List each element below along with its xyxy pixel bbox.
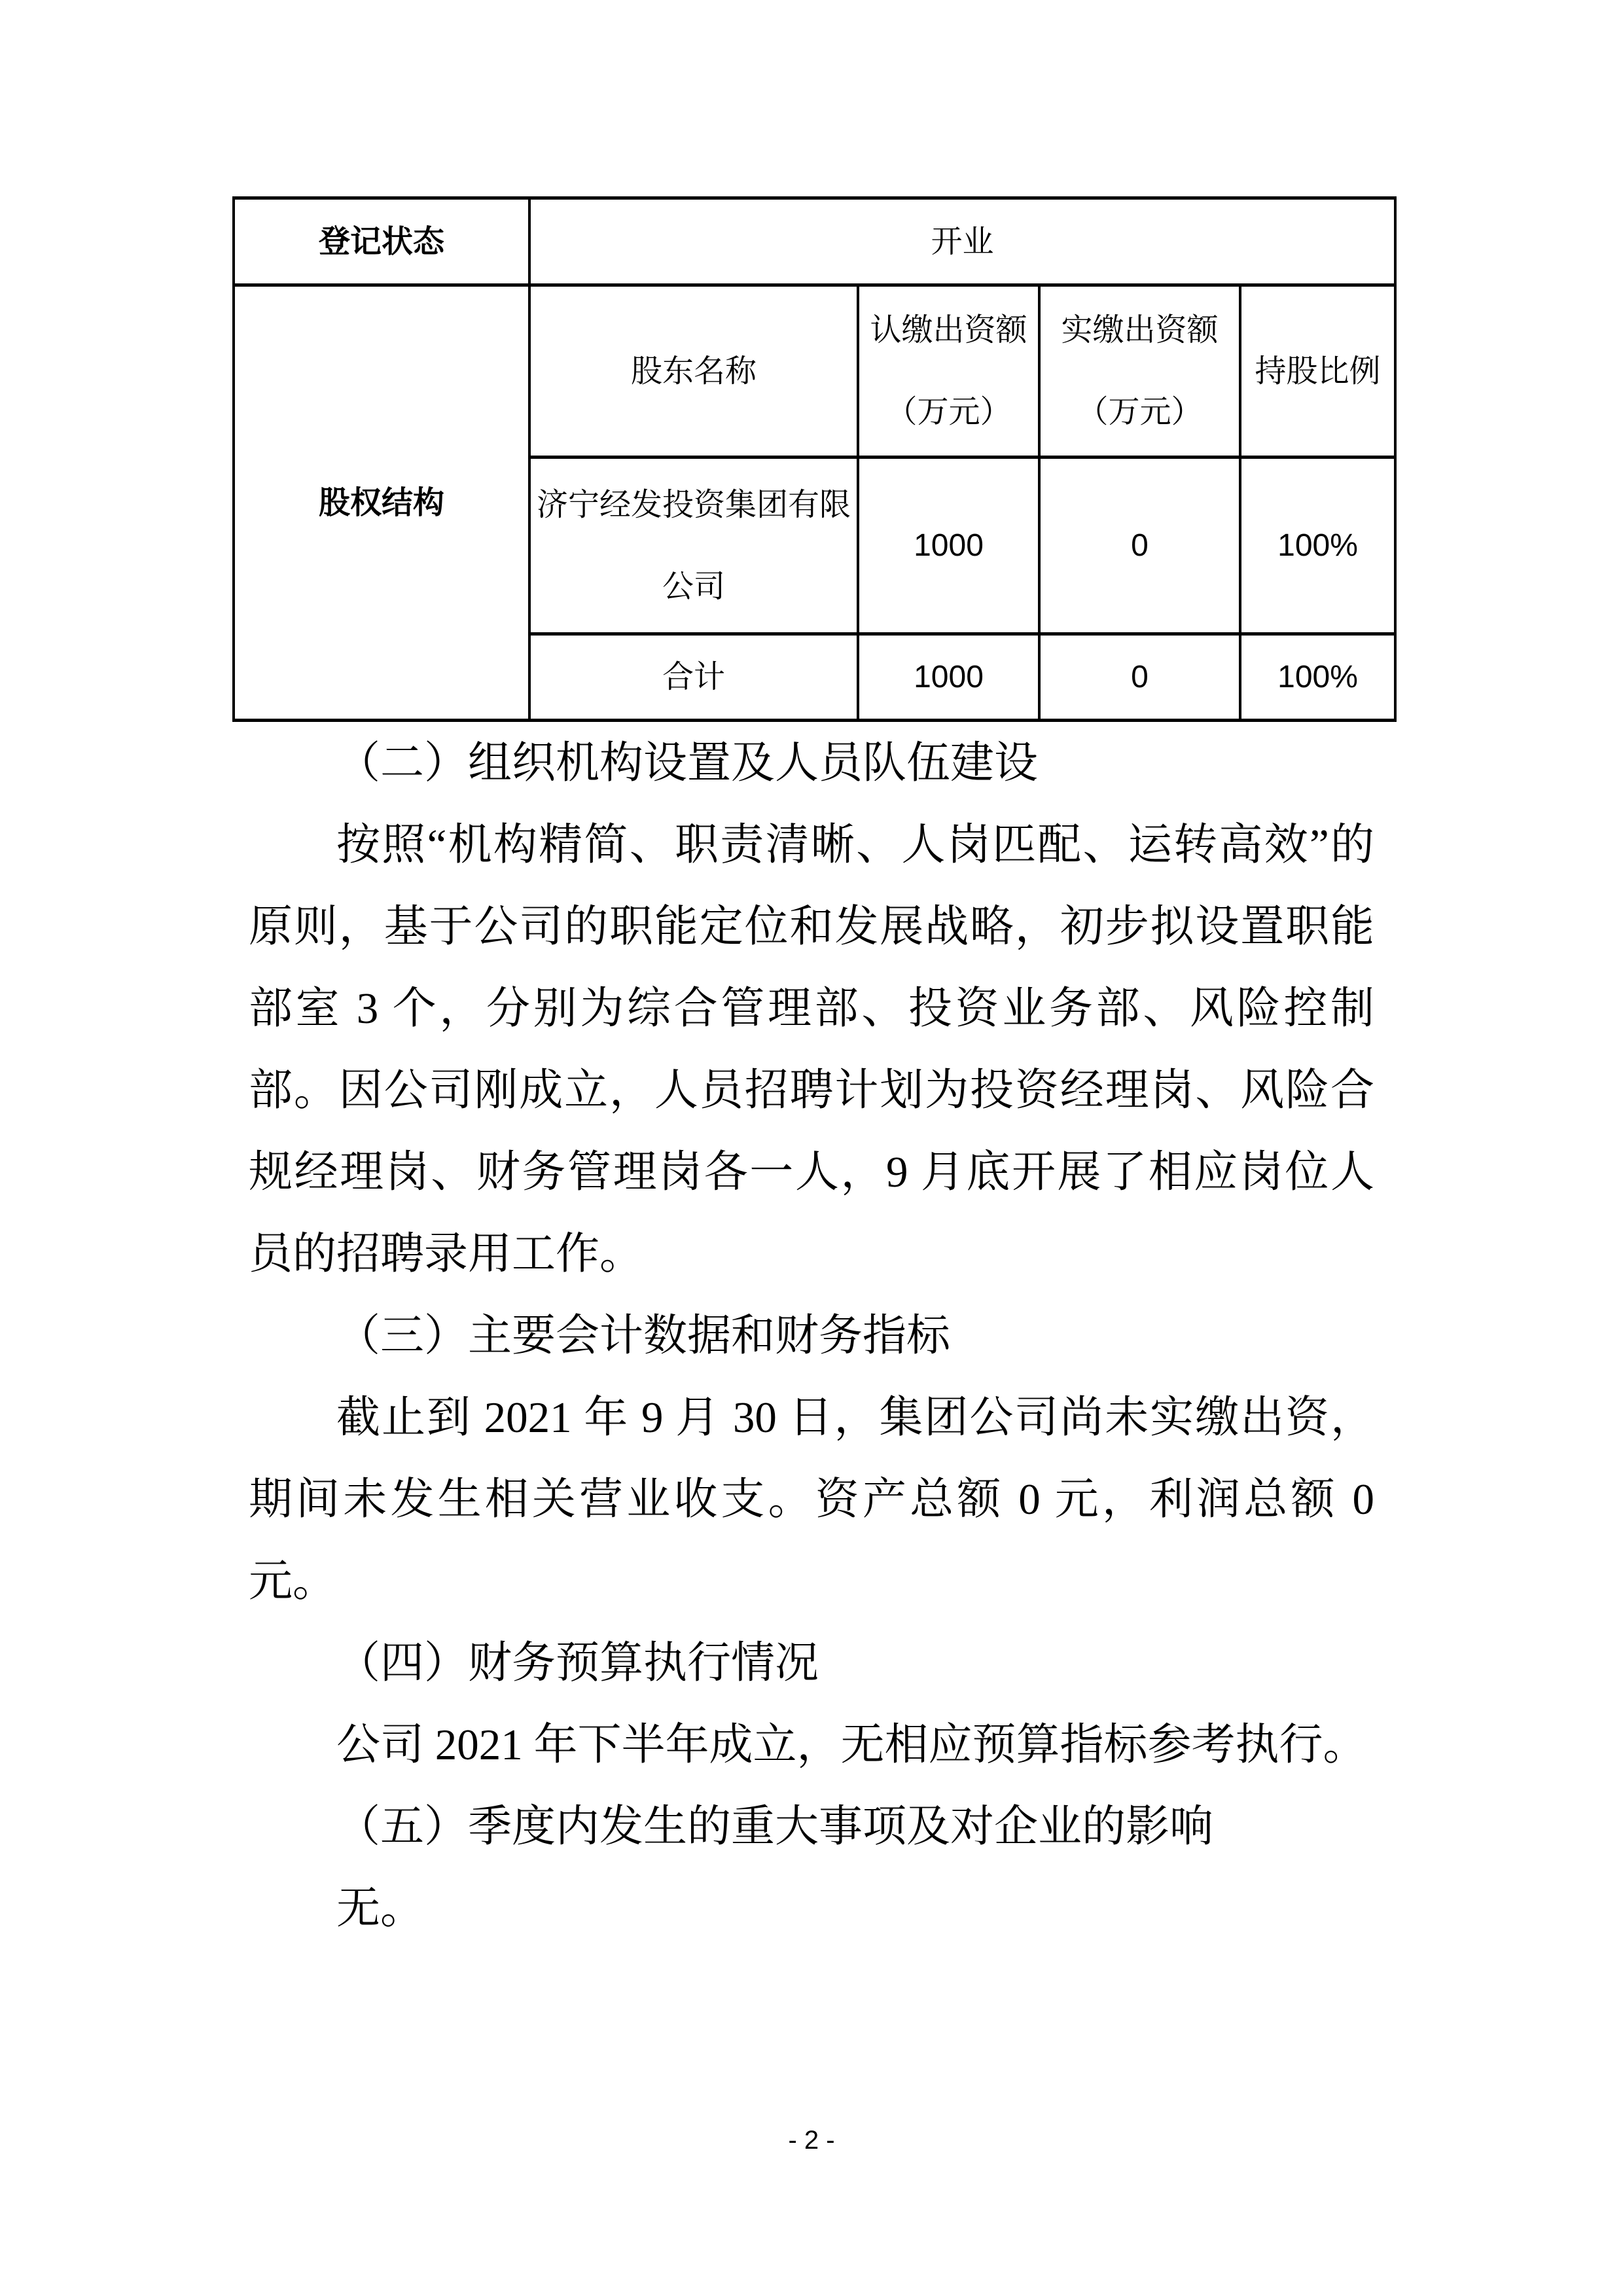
company-info-table [232,196,1397,722]
section-heading-4: （四）财务预算执行情况 [336,1639,819,1687]
section-3-paragraph: 截止到 2021 年 9 月 30 日，集团公司尚未实缴出资，期间未发生相关营业收支。资产总额 0 元，利润总额 0 元。 [249,1393,1374,1605]
report-body [249,723,1374,1950]
shareholder-ratio-cell: 100% [1240,457,1395,634]
total-ratio-cell: 100% [1240,634,1395,721]
total-subscribed-cell: 1000 [858,634,1039,721]
paid-capital-header-label: 实缴出资额 [1061,313,1219,348]
subscribed-capital-header-unit: （万元） [885,395,1012,429]
shareholder-paid-cell: 0 [1039,457,1240,634]
section-heading-5: （五）季度内发生的重大事项及对企业的影响 [336,1803,1213,1851]
page-number: - 2 - [788,2126,835,2155]
paid-capital-header-unit: （万元） [1077,395,1203,429]
subscribed-capital-header-cell [858,285,1039,457]
paid-capital-header-cell [1039,285,1240,457]
registration-status-row [234,198,1395,285]
registration-status-value-cell: 开业 [529,198,1395,285]
section-5-paragraph: 无。 [336,1884,424,1933]
section-2-paragraph: 按照“机构精简、职责清晰、人岗匹配、运转高效”的原则，基于公司的职能定位和发展战略，初步拟设置职能部室 3 个，分别为综合管理部、投资业务部、风险控制部。因公司刚成立，人员招聘计划为投资经理岗、风险合规经理岗、财务管理岗各一人，9 月底开展了相应岗位人员的招聘录用工作。 [249,821,1374,1278]
equity-structure-label-cell: 股权结构 [234,285,529,721]
section-heading-3: （三）主要会计数据和财务指标 [336,1312,950,1360]
total-label-cell: 合计 [529,634,858,721]
shareholder-name-cell: 济宁经发投资集团有限公司 [529,457,858,634]
total-paid-cell: 0 [1039,634,1240,721]
shareholding-ratio-header-label: 持股比例 [1255,353,1381,389]
section-heading-2: （二）组织机构设置及人员队伍建设 [336,739,1038,787]
equity-header-row [234,285,1395,457]
shareholder-name-header-label: 股东名称 [630,353,757,389]
shareholder-name-header-cell [529,285,858,457]
subscribed-capital-header-label: 认缴出资额 [870,313,1027,348]
shareholder-subscribed-cell: 1000 [858,457,1039,634]
section-4-paragraph: 公司 2021 年下半年成立，无相应预算指标参考执行。 [336,1721,1367,1769]
registration-status-label-cell: 登记状态 [234,198,529,285]
shareholding-ratio-header-cell [1240,285,1395,457]
